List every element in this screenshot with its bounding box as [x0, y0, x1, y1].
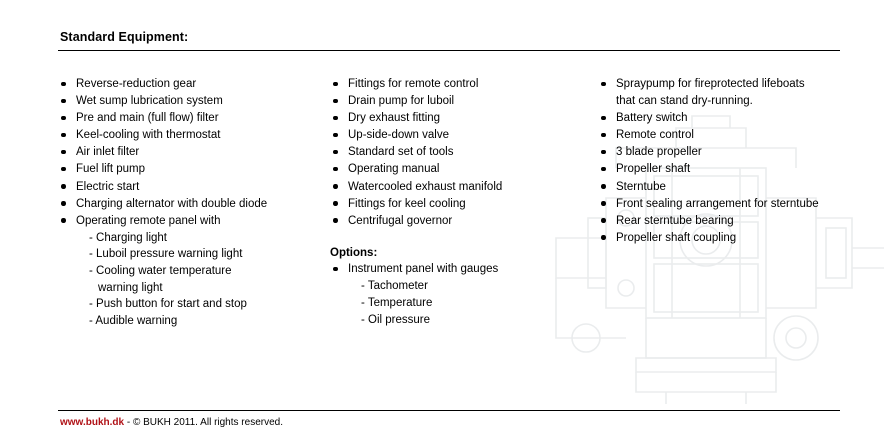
sub-list-item-label: - Cooling water temperature [89, 265, 232, 278]
bullet-icon [333, 218, 338, 223]
sub-list-item-label: - Temperature [361, 297, 433, 310]
bullet-icon [61, 167, 66, 172]
footer-website-link[interactable]: www.bukh.dk [60, 417, 125, 428]
list-item [58, 213, 324, 230]
bullet-icon [61, 201, 66, 206]
page-title: Standard Equipment: [60, 30, 189, 44]
top-divider [58, 50, 840, 51]
bullet-icon [61, 218, 66, 223]
list-item [58, 127, 324, 144]
list-item [58, 161, 324, 178]
list-item [598, 213, 848, 230]
column-standard-equipment-middle [330, 76, 598, 329]
list-item-label: Keel-cooling with thermostat [76, 129, 221, 142]
list-item [598, 144, 848, 161]
list-item-label: Electric start [76, 180, 140, 193]
list-item-label: Battery switch [616, 112, 688, 125]
list-item-label: Instrument panel with gauges [348, 263, 499, 276]
list-item [330, 213, 592, 230]
list-item-label: Watercooled exhaust manifold [348, 180, 503, 193]
list-item-label: Operating remote panel with [76, 214, 221, 227]
list-item-label: Up-side-down valve [348, 129, 449, 142]
list-item-label: Wet sump lubrication system [76, 95, 223, 108]
sub-list-item-continuation [58, 280, 324, 297]
sub-list-item-label: - Audible warning [89, 314, 178, 327]
list-item [330, 76, 592, 93]
bullet-icon [601, 218, 606, 223]
bullet-icon [333, 99, 338, 104]
equipment-columns [58, 76, 848, 329]
bullet-icon [601, 133, 606, 138]
list-item [598, 230, 848, 247]
sub-list-item-label: - Push button for start and stop [89, 298, 247, 311]
bullet-icon [333, 184, 338, 189]
bullet-icon [61, 133, 66, 138]
sub-list-item [58, 263, 324, 280]
sub-list-item [330, 312, 592, 329]
footer [60, 417, 283, 428]
bullet-icon [601, 116, 606, 121]
sub-list-item [58, 313, 324, 330]
sub-list-item [330, 278, 592, 295]
standard-equipment-list-right [598, 76, 848, 246]
list-item-label: that can stand dry-running. [616, 95, 753, 108]
bullet-icon [333, 167, 338, 172]
bullet-icon [61, 82, 66, 87]
sub-list-item-label: warning light [98, 281, 163, 294]
list-item-label: Rear sterntube bearing [616, 214, 734, 227]
list-item-label: Operating manual [348, 163, 440, 176]
standard-equipment-list-left [58, 76, 324, 229]
list-item-label: Remote control [616, 129, 694, 142]
list-item-label: Fittings for keel cooling [348, 197, 466, 210]
bullet-icon [601, 201, 606, 206]
remote-panel-sublist [58, 230, 324, 330]
sub-list-item-label: - Luboil pressure warning light [89, 248, 243, 261]
list-item [598, 161, 848, 178]
list-item [330, 93, 592, 110]
standard-equipment-list-middle [330, 76, 592, 229]
bullet-icon [333, 267, 338, 272]
sub-list-item-label: - Charging light [89, 231, 167, 244]
list-item-label: Front sealing arrangement for sterntube [616, 197, 819, 210]
list-item-label: Spraypump for fireprotected lifeboats [616, 78, 805, 90]
list-item [330, 161, 592, 178]
list-item [58, 76, 324, 93]
column-standard-equipment-right [598, 76, 848, 329]
list-item-label: Charging alternator with double diode [76, 197, 268, 210]
list-item [598, 127, 848, 144]
list-item-label: Fittings for remote control [348, 78, 479, 90]
bottom-divider [58, 410, 840, 411]
list-item [598, 110, 848, 127]
bullet-icon [333, 201, 338, 206]
list-item-label: Dry exhaust fitting [348, 112, 441, 125]
list-item-label: Air inlet filter [76, 146, 140, 159]
list-item [330, 179, 592, 196]
footer-copyright: - © BUKH 2011. All rights reserved. [124, 417, 283, 428]
list-item [598, 76, 848, 93]
list-item [330, 110, 592, 127]
list-item [58, 144, 324, 161]
options-heading: Options: [330, 247, 378, 260]
column-standard-equipment-left [58, 76, 330, 329]
list-item-label: Standard set of tools [348, 146, 454, 159]
list-item-continuation [598, 93, 848, 110]
bullet-icon [61, 184, 66, 189]
bullet-icon [61, 99, 66, 104]
bullet-icon [333, 133, 338, 138]
sub-list-item [58, 230, 324, 247]
options-sublist [330, 278, 592, 328]
sub-list-item [58, 296, 324, 313]
list-item-label: Centrifugal governor [348, 214, 453, 227]
bullet-icon [61, 150, 66, 155]
bullet-icon [61, 116, 66, 121]
sub-list-item [330, 295, 592, 312]
list-item [58, 179, 324, 196]
bullet-icon [333, 82, 338, 87]
options-list [330, 261, 592, 278]
list-item [58, 110, 324, 127]
list-item-label: Propeller shaft [616, 163, 691, 176]
list-item [330, 196, 592, 213]
list-item-label: Reverse-reduction gear [76, 78, 197, 90]
list-item-label: Drain pump for luboil [348, 95, 455, 108]
bullet-icon [333, 116, 338, 121]
list-item [58, 196, 324, 213]
list-item [598, 196, 848, 213]
list-item-label: Propeller shaft coupling [616, 231, 737, 244]
sub-list-item-label: - Tachometer [361, 280, 428, 293]
list-item-label: Fuel lift pump [76, 163, 146, 176]
bullet-icon [333, 150, 338, 155]
sub-list-item [58, 246, 324, 263]
bullet-icon [601, 167, 606, 172]
list-item [330, 144, 592, 161]
bullet-icon [601, 184, 606, 189]
bullet-icon [601, 150, 606, 155]
bullet-icon [601, 82, 606, 87]
list-item [58, 93, 324, 110]
list-item [330, 261, 592, 278]
list-item [330, 127, 592, 144]
list-item-label: Pre and main (full flow) filter [76, 112, 219, 125]
list-item [598, 179, 848, 196]
sub-list-item-label: - Oil pressure [361, 313, 431, 326]
bullet-icon [601, 235, 606, 240]
list-item-label: Sterntube [616, 180, 666, 193]
list-item-label: 3 blade propeller [616, 146, 702, 159]
